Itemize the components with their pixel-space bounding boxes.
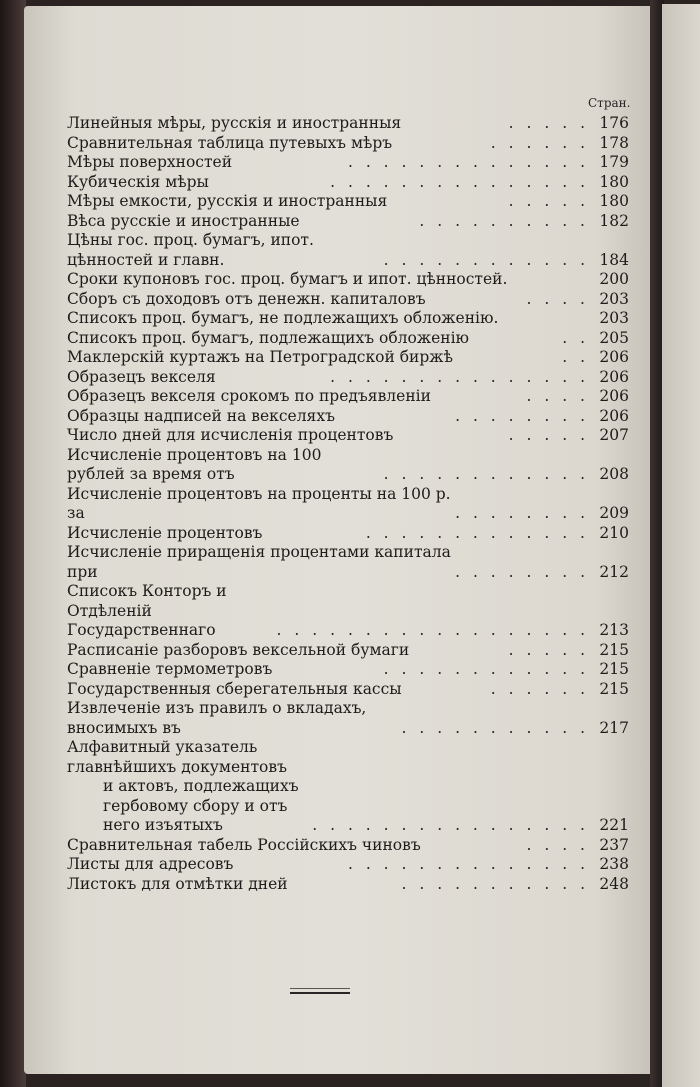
toc-leader-dots: . . . . bbox=[526, 835, 589, 854]
toc-entry-title bbox=[67, 699, 402, 738]
toc-page-number: 206 bbox=[599, 348, 629, 366]
toc-leader-dots: . . bbox=[562, 328, 589, 347]
toc-leader-dots: . . . . . . . . . . bbox=[419, 211, 589, 230]
toc-page-number: 209 bbox=[599, 504, 629, 522]
toc-entry bbox=[67, 173, 629, 193]
toc-leader-dots: . . . . . . . . . . . . bbox=[383, 465, 589, 483]
toc-entry-title-line: Цѣны гос. проц. бумагъ, ипот. цѣнностей и главн. bbox=[67, 231, 314, 269]
toc-page-number: 200 bbox=[599, 270, 629, 288]
toc-leader-dots: . . . . . . . . . . . . . . . bbox=[330, 172, 589, 191]
toc-leader-dots: . . . . . . . . bbox=[455, 562, 589, 581]
toc-leader-dots: . . . . . . . . . . . bbox=[401, 718, 589, 737]
toc-leader-dots: . . . . . bbox=[508, 114, 589, 132]
toc-leader-dots: . . . . . . . . . . . . . . bbox=[347, 855, 589, 873]
toc-page-number: 217 bbox=[599, 718, 629, 737]
page-column-header: Стран. bbox=[588, 96, 631, 110]
toc-leader-dots: . . . . . bbox=[508, 640, 589, 659]
toc-leader-dots: . . . . bbox=[526, 387, 589, 405]
toc-entry bbox=[67, 368, 629, 388]
toc-entry-title-line: Кубическія мѣры bbox=[67, 172, 209, 191]
toc-entry-title-line: Исчисленіе процентовъ на проценты на 100 р. за bbox=[67, 484, 451, 522]
toc-entry-title bbox=[67, 290, 527, 310]
toc-entry-title-line: Извлеченіе изъ правилъ о вкладахъ, вносимыхъ въ bbox=[67, 699, 367, 737]
toc-leader-dots: . . . . . bbox=[508, 192, 589, 210]
toc-entry-title-line: Листы для адресовъ bbox=[67, 855, 234, 873]
toc-leader-dots: . . bbox=[562, 348, 589, 366]
toc-leader-dots: . . . . . . . . . . . . . . bbox=[347, 153, 589, 171]
toc-entry bbox=[67, 680, 629, 700]
toc-page-number: 179 bbox=[599, 153, 629, 171]
toc-entry-title-line: Сроки купоновъ гос. проц. бумагъ и ипот. цѣнностей. bbox=[67, 270, 508, 288]
toc-entry-title-line: Исчисленіе приращенія процентами капитала при bbox=[67, 543, 451, 581]
toc-entry-title bbox=[67, 114, 509, 134]
toc-entry-title bbox=[67, 348, 562, 368]
toc-entry-title bbox=[67, 582, 277, 641]
toc-page-number: 215 bbox=[599, 679, 629, 698]
toc-page-number: 237 bbox=[599, 835, 629, 854]
toc-entry bbox=[67, 407, 629, 427]
toc-entry-title bbox=[67, 524, 366, 544]
toc-entry-title bbox=[67, 387, 527, 407]
toc-page-number: 213 bbox=[599, 621, 629, 639]
toc-entry-title bbox=[67, 329, 562, 349]
toc-page-number: 203 bbox=[599, 309, 629, 327]
toc-page-number: 221 bbox=[599, 816, 629, 834]
toc-page-number: 180 bbox=[599, 172, 629, 191]
toc-entry-title-line: Мѣры емкости, русскія и иностранныя bbox=[67, 192, 388, 210]
toc-entry bbox=[67, 836, 629, 856]
toc-entry bbox=[67, 153, 629, 173]
toc-entry-title-line: Государственныя сберегательныя кассы bbox=[67, 679, 402, 698]
toc-page-number: 238 bbox=[599, 855, 629, 873]
toc-entry-title-line: Образцы надписей на векселяхъ bbox=[67, 406, 335, 425]
toc-entry-title bbox=[67, 407, 455, 427]
toc-entry-title-line: Списокъ Конторъ и Отдѣленій Государственнаго bbox=[67, 582, 227, 639]
toc-entry-title-line: Линейныя мѣры, русскія и иностранныя bbox=[67, 114, 402, 132]
toc-entry-title bbox=[67, 212, 419, 232]
toc-leader-dots: . . . . . . bbox=[490, 133, 589, 152]
toc-entry-title bbox=[67, 855, 348, 875]
toc-entry-title bbox=[67, 641, 509, 661]
toc-entry-title bbox=[67, 875, 402, 895]
toc-entry bbox=[67, 524, 629, 544]
toc-entry bbox=[67, 855, 629, 875]
toc-entry-title bbox=[67, 426, 509, 446]
toc-entry bbox=[67, 290, 629, 310]
toc-entry bbox=[67, 192, 629, 212]
toc-entry-title bbox=[67, 446, 384, 485]
toc-entry bbox=[67, 738, 629, 836]
end-rule bbox=[290, 992, 350, 994]
toc-page-number: 215 bbox=[599, 660, 629, 678]
toc-leader-dots: . . . . . . . . bbox=[455, 406, 589, 425]
toc-page-number: 184 bbox=[599, 250, 629, 269]
toc-page-number: 206 bbox=[599, 406, 629, 425]
table-of-contents bbox=[67, 114, 629, 894]
toc-leader-dots: . . . . . . . . . . . . . . . . . . bbox=[276, 621, 589, 639]
toc-entry bbox=[67, 387, 629, 407]
toc-entry-title bbox=[67, 309, 589, 329]
toc-leader-dots: . . . . . bbox=[508, 426, 589, 444]
toc-entry bbox=[67, 329, 629, 349]
toc-entry bbox=[67, 660, 629, 680]
toc-entry bbox=[67, 641, 629, 661]
toc-entry bbox=[67, 875, 629, 895]
toc-page-number: 182 bbox=[599, 211, 629, 230]
toc-entry bbox=[67, 426, 629, 446]
toc-entry-title-line: Маклерскій куртажъ на Петроградской биржѣ bbox=[67, 348, 453, 366]
toc-entry-title bbox=[67, 836, 527, 856]
toc-entry bbox=[67, 582, 629, 641]
toc-page-number: 206 bbox=[599, 367, 629, 386]
toc-entry-title-line: Списокъ проц. бумагъ, подлежащихъ обложенію bbox=[67, 328, 470, 347]
toc-entry-title-line: Расписаніе разборовъ вексельной бумаги bbox=[67, 640, 410, 659]
toc-entry-title bbox=[67, 485, 455, 524]
toc-entry-title-line: Сравнительная табель Россійскихъ чиновъ bbox=[67, 835, 421, 854]
toc-entry-title-line: Число дней для исчисленія процентовъ bbox=[67, 426, 394, 444]
toc-page-number: 208 bbox=[599, 465, 629, 483]
toc-leader-dots: . . . . bbox=[526, 289, 589, 308]
toc-leader-dots: . . . . . . bbox=[490, 679, 589, 698]
toc-page-number: 248 bbox=[599, 874, 629, 893]
toc-entry-title-line: Листокъ для отмѣтки дней bbox=[67, 874, 288, 893]
toc-entry-title bbox=[67, 368, 330, 388]
toc-entry-title bbox=[67, 173, 330, 193]
toc-entry-title bbox=[67, 270, 589, 290]
toc-entry-title-line: Алфавитный указатель главнѣйшихъ документовъ bbox=[67, 738, 287, 776]
toc-entry-title-continuation: него изъятыхъ bbox=[103, 816, 223, 834]
toc-entry bbox=[67, 134, 629, 154]
toc-entry-title-line: Мѣры поверхностей bbox=[67, 153, 233, 171]
toc-page-number: 178 bbox=[599, 133, 629, 152]
toc-entry-title-line: Сборъ съ доходовъ отъ денежн. капиталовъ bbox=[67, 289, 426, 308]
toc-entry bbox=[67, 270, 629, 290]
book-binding-left bbox=[0, 0, 26, 1087]
toc-entry bbox=[67, 543, 629, 582]
toc-page-number: 203 bbox=[599, 289, 629, 308]
toc-entry-title bbox=[67, 153, 348, 173]
toc-entry bbox=[67, 309, 629, 329]
toc-page-number: 207 bbox=[599, 426, 629, 444]
toc-entry-title-continuation: и актовъ, подлежащихъ гербовому сбору и отъ bbox=[103, 777, 299, 815]
toc-leader-dots: . . . . . . . . . . . bbox=[401, 874, 589, 893]
toc-entry-title bbox=[67, 192, 509, 212]
toc-leader-dots: . . . . . . . . . . . . bbox=[383, 250, 589, 269]
toc-leader-dots: . . . . . . . . . . . . . bbox=[365, 523, 589, 542]
toc-page-number: 205 bbox=[599, 328, 629, 347]
toc-page-number: 176 bbox=[599, 114, 629, 132]
toc-entry-title-line: Исчисленіе процентовъ bbox=[67, 523, 263, 542]
toc-entry-title-line: Исчисленіе процентовъ на 100 рублей за время отъ bbox=[67, 445, 322, 483]
toc-entry bbox=[67, 699, 629, 738]
toc-entry-title-line: Образецъ векселя срокомъ по предъявленіи bbox=[67, 387, 431, 405]
toc-entry-title bbox=[67, 680, 491, 700]
toc-page-number: 180 bbox=[599, 192, 629, 210]
toc-entry bbox=[67, 446, 629, 485]
toc-entry-title bbox=[67, 738, 312, 836]
toc-leader-dots: . . . . . . . . . . . . . . . bbox=[330, 367, 589, 386]
facing-page-edge bbox=[662, 4, 700, 1087]
toc-page-number: 212 bbox=[599, 562, 629, 581]
toc-leader-dots: . . . . . . . . . . . . bbox=[383, 660, 589, 678]
toc-entry-title-line: Вѣса русскіе и иностранные bbox=[67, 211, 300, 230]
toc-entry bbox=[67, 485, 629, 524]
toc-entry-title-line: Списокъ проц. бумагъ, не подлежащихъ обложенію. bbox=[67, 309, 499, 327]
toc-entry-title bbox=[67, 231, 384, 270]
toc-entry-title-line: Образецъ векселя bbox=[67, 367, 216, 386]
toc-entry-title-line: Сравненіе термометровъ bbox=[67, 660, 273, 678]
end-rule-thin bbox=[290, 988, 350, 989]
toc-page-number: 210 bbox=[599, 523, 629, 542]
toc-entry-title bbox=[67, 660, 384, 680]
toc-page-number: 215 bbox=[599, 640, 629, 659]
toc-entry-title bbox=[67, 134, 491, 154]
toc-entry bbox=[67, 212, 629, 232]
toc-entry-title bbox=[67, 543, 455, 582]
toc-entry-title-line: Сравнительная таблица путевыхъ мѣръ bbox=[67, 133, 393, 152]
toc-entry bbox=[67, 114, 629, 134]
toc-leader-dots: . . . . . . . . bbox=[455, 504, 589, 522]
toc-entry bbox=[67, 231, 629, 270]
toc-page-number: 206 bbox=[599, 387, 629, 405]
toc-leader-dots: . . . . . . . . . . . . . . . . bbox=[312, 816, 589, 834]
toc-entry bbox=[67, 348, 629, 368]
